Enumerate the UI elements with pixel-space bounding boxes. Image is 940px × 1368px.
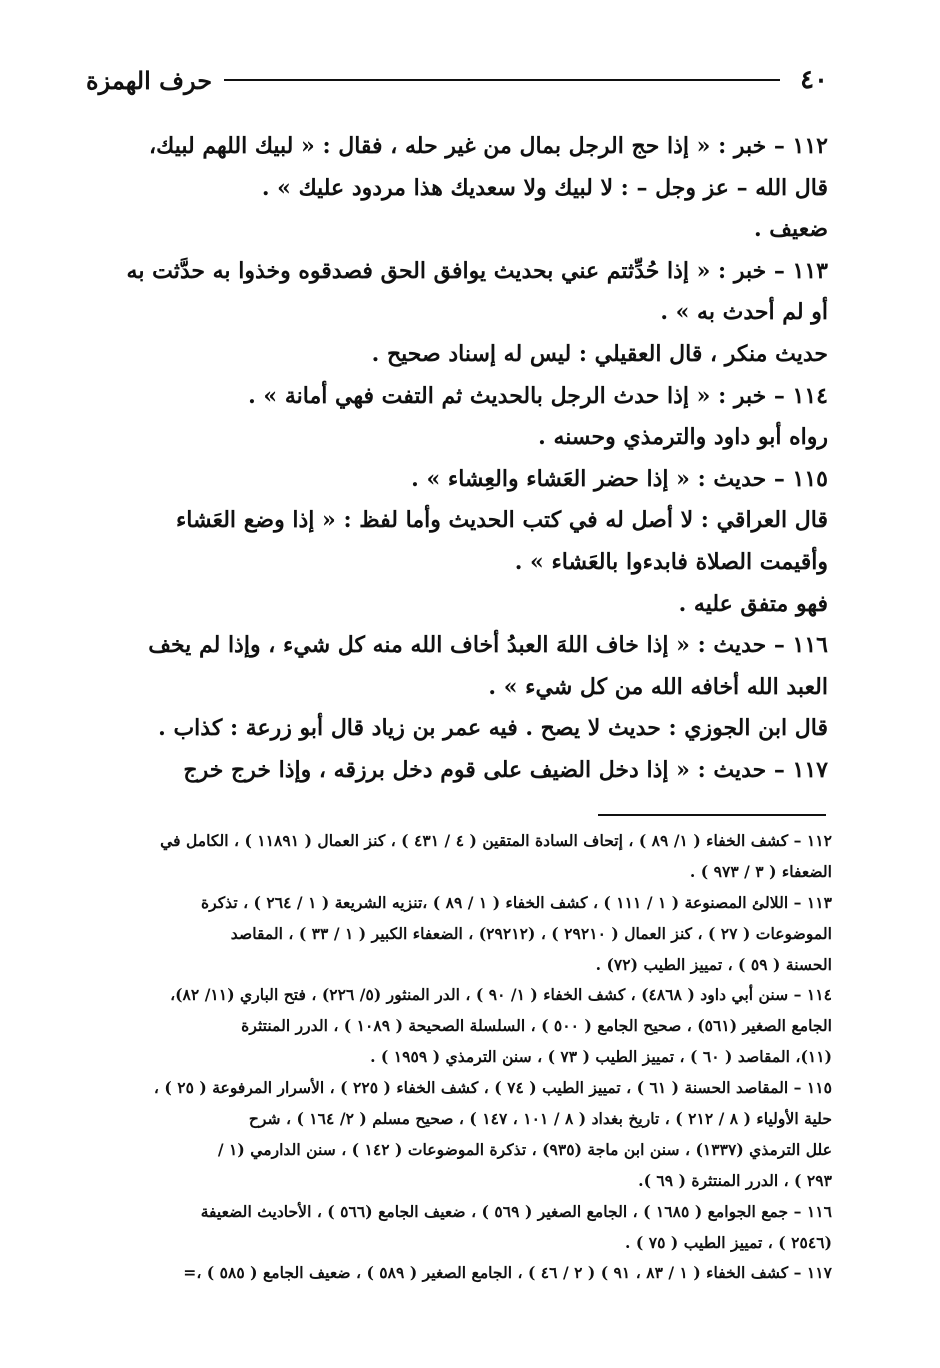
footnote-line: الحسنة ( ٥٩ ) ، تمييز الطيب (٧٢) . [595, 954, 832, 974]
text-line: فهو متفق عليه . [678, 590, 828, 617]
page-header [86, 58, 828, 102]
text-line: وأقيمت الصلاة فابدءوا بالعَشاء » . [514, 548, 828, 575]
text-line: ١١٢ – خبر : « إذا حج الرجل بمال من غير حله ، فقال : « لبيك اللهم لبيك، [149, 133, 828, 159]
text-line: ١١٣ – خبر : « إذا حُدِّثتم عني بحديث يوافق الحق فصدقوه وخذوا به حدَّثت به [126, 257, 828, 284]
footnote-line: ١١٢ – كشف الخفاء ( ١/ ٨٩ ) ، إتحاف السادة المتقين ( ٤ / ٤٣١ ) ، كنز العمال ( ١١٨٩١ ) ، الكامل في [160, 831, 832, 850]
footnote-line: الجامع الصغير (٥٦١) ، صحيح الجامع ( ٥٠٠ ) ، السلسلة الصحيحة ( ١٠٨٩ ) ، الدرر المنتثرة [241, 1016, 832, 1036]
text-line: ١١٧ – حديث : « إذا دخل الضيف على قوم دخل برزقه ، وإذا خرج خرج [183, 756, 828, 783]
header-rule [224, 79, 780, 81]
footnote-line: ١١٣ – اللالئ المصنوعة ( ١ / ١١١ ) ، كشف الخفاء ( ١ / ٨٩ ) ،تنزيه الشريعة ( ١ / ٢٦٤ ) ، تذكرة [200, 892, 832, 912]
footnote-line: الضعفاء ( ٣ / ٩٧٣ ) . [689, 861, 832, 881]
main-text [86, 126, 828, 792]
text-line: قال ابن الجوزي : حديث لا يصح . فيه عمر بن زياد قال أبو زرعة : كذاب . [158, 715, 828, 742]
text-line: العبد الله أخافه الله من كل شيء » . [488, 673, 828, 700]
footnotes [80, 826, 832, 1289]
footnote-separator [598, 814, 826, 816]
footnote-line: ١١٤ – سنن أبي داود ( ٤٨٦٨) ، كشف الخفاء ( ١/ ٩٠ ) ، الدر المنثور (٥/ ٢٢٦) ، فتح الباري (١١/ ٨٢)، [170, 985, 832, 1005]
text-line: قال الله – عز وجل – : لا لبيك ولا سعديك هذا مردود عليك » . [261, 174, 828, 201]
text-line: حديث منكر ، قال العقيلي : ليس له إسناد صحيح . [371, 340, 828, 367]
text-line: أو لم أحدث به » . [660, 299, 828, 326]
text-line: ضعيف . [753, 216, 828, 243]
chapter-title: حرف الهمزة [86, 65, 213, 95]
footnote-line: ٢٩٣ ) ، الدرر المنتثرة ( ٦٩ ). [638, 1170, 832, 1190]
footnote-line: الموضوعات ( ٢٧ ) ، كنز العمال ( ٢٩٢١٠ ) ، (٢٩٢١٢) ، الضعفاء الكبير ( ١ / ٣٣ ) ، المقاصد [230, 923, 832, 943]
text-line: قال العراقي : لا أصل له في كتب الحديث وأما لفظ : « إذا وضع العَشاء [175, 507, 828, 534]
footnote-line: علل الترمذي (١٣٣٧) ، سنن ابن ماجة (٩٣٥) ، تذكرة الموضوعات ( ١٤٢ ) ، سنن الدارمي (١ / [217, 1139, 832, 1159]
text-line: ١١٥ – حديث : « إذا حضر العَشاء والعِشاء » . [411, 465, 828, 492]
text-line: ١١٤ – خبر : « إذا حدث الرجل بالحديث ثم التفت فهي أمانة » . [248, 382, 828, 409]
footnote-line: ١١٦ – جمع الجوامع ( ١٦٨٥ ) ، الجامع الصغير ( ٥٦٩ ) ، ضعيف الجامع (٥٦٦ ) ، الأحاديث الضعيفة [200, 1201, 832, 1221]
footnote-line: ١١٥ – المقاصد الحسنة ( ٦١ ) ، تمييز الطيب ( ٧٤ ) ، كشف الخفاء ( ٢٢٥ ) ، الأسرار المرفوعة ( ٢٥ ) ، [153, 1078, 832, 1098]
footnote-line: ١١٧ – كشف الخفاء ( ١ / ٨٣ ، ٩١ ) ( ٢ / ٤٦ ) ، الجامع الصغير ( ٥٨٩ ) ، ضعيف الجامع ( ٥٨٥ ) ،= [183, 1263, 832, 1283]
page-number: ٤٠ [800, 65, 828, 95]
footnote-line: حلية الأولياء ( ٨ / ٢١٢ ) ، تاريخ بغداد ( ٨ / ١٠١ ، ١٤٧ ) ، صحيح مسلم ( ٢/ ١٦٤ ) ، شرح [248, 1109, 832, 1129]
text-line: رواه أبو داود والترمذي وحسنه . [538, 424, 828, 451]
footnote-line: (٢٥٤٦ ) ، تمييز الطيب ( ٧٥ ) . [625, 1232, 832, 1252]
footnote-line: (١١)، المقاصد ( ٦٠ ) ، تمييز الطيب ( ٧٣ ) ، سنن الترمذي ( ١٩٥٩ ) . [370, 1047, 832, 1067]
text-line: ١١٦ – حديث : « إذا خاف اللهَ العبدُ أخاف الله منه كل شيء ، وإذا لم يخف [148, 632, 828, 659]
